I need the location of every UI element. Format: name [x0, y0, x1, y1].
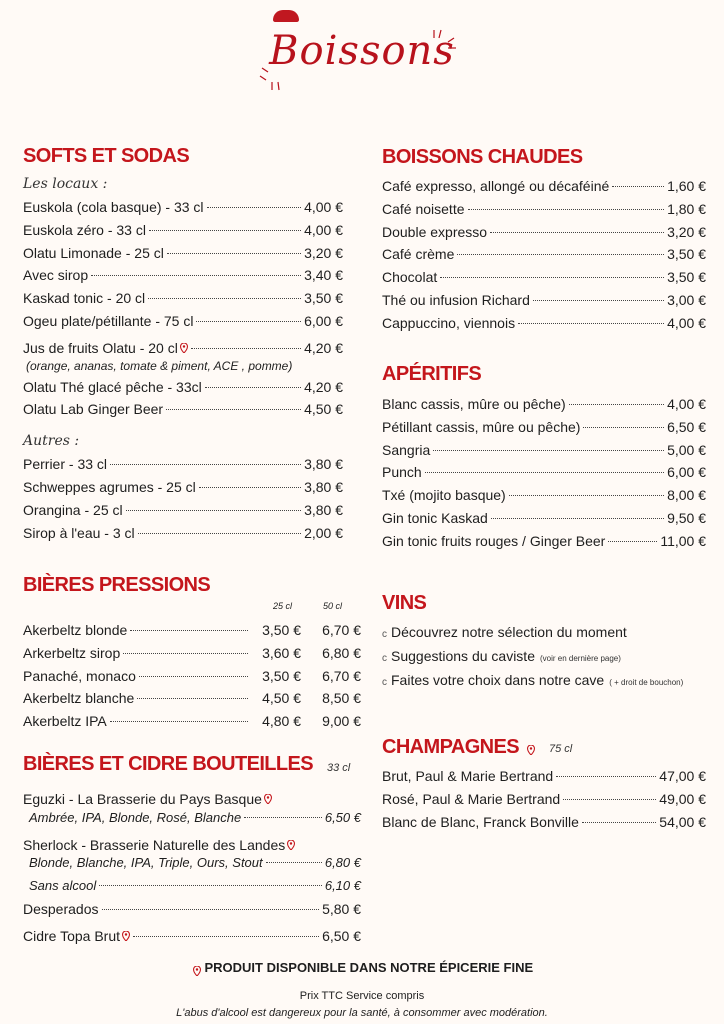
item-name: Gin tonic Kaskad	[382, 509, 488, 526]
menu-item-row	[382, 484, 706, 507]
column-header-25cl: 25 cl	[273, 601, 293, 611]
menu-item-row	[23, 665, 361, 688]
item-price: 54,00 €	[659, 813, 706, 830]
menu-item-row	[23, 852, 361, 875]
item-name: Sherlock - Brasserie Naturelle des Landes	[23, 836, 286, 853]
location-pin-icon	[264, 788, 272, 798]
dot-leader	[457, 254, 664, 255]
location-pin-icon	[180, 337, 188, 347]
location-pin-icon	[287, 834, 295, 844]
epicerie-note	[0, 960, 724, 975]
item-name: Pétillant cassis, mûre ou pêche)	[382, 418, 581, 435]
dot-leader	[266, 862, 322, 863]
menu-item-row	[382, 765, 706, 788]
item-name: Arkerbeltz sirop	[23, 644, 121, 661]
item-name: Akerbeltz IPA	[23, 713, 107, 730]
wine-option	[382, 620, 722, 644]
menu-item-row	[382, 788, 706, 811]
menu-item-row	[23, 642, 361, 665]
dot-leader	[608, 541, 657, 542]
menu-item-row	[382, 439, 706, 462]
item-name: Avec sirop	[23, 267, 89, 284]
subheading-autres: Autres :	[23, 433, 80, 450]
section-champagnes	[382, 729, 706, 833]
section-aperitifs	[382, 355, 706, 553]
item-price: 3,50 €	[667, 269, 706, 286]
volume-label: 75 cl	[548, 743, 573, 755]
option-text: Faites votre choix dans notre cave	[391, 672, 605, 688]
dot-leader	[148, 298, 301, 299]
item-name: Café crème	[382, 246, 455, 263]
menu-item-row	[23, 453, 343, 476]
item-price: 6,50 €	[322, 927, 361, 944]
item-price: 6,80 €	[324, 855, 361, 871]
dot-leader	[167, 253, 301, 254]
price-note: Prix TTC Service compris	[299, 990, 425, 1002]
item-name: Punch	[382, 464, 422, 481]
item-price: 3,20 €	[304, 244, 343, 261]
price-50cl: 6,70 €	[322, 667, 361, 684]
item-name: Sangria	[382, 441, 431, 458]
menu-item-row	[23, 196, 343, 219]
menu-item-row	[23, 522, 343, 545]
item-price: 3,80 €	[304, 501, 343, 518]
item-price: 6,00 €	[304, 312, 343, 329]
dot-leader	[490, 232, 664, 233]
item-name: Schweppes agrumes - 25 cl	[23, 478, 196, 495]
item-name: Akerbeltz blonde	[23, 622, 128, 638]
item-name: Café expresso, allongé ou décaféiné	[382, 178, 610, 194]
dot-leader	[130, 630, 248, 631]
menu-item-row	[382, 507, 706, 530]
item-price: 8,00 €	[667, 487, 706, 504]
item-name: Sans alcool	[29, 878, 97, 894]
item-price: 3,80 €	[304, 478, 343, 495]
item-note: (orange, ananas, tomate & piment, ACE , pomme)	[26, 358, 293, 373]
dot-leader	[533, 300, 664, 301]
menu-item-row	[23, 921, 361, 944]
option-text: Découvrez notre sélection du moment	[391, 624, 627, 640]
item-price: 4,20 €	[304, 339, 343, 356]
item-name: Olatu Lab Ginger Beer	[23, 401, 164, 418]
menu-item-row	[23, 710, 361, 733]
item-price: 4,00 €	[304, 199, 343, 215]
menu-item-row	[382, 811, 706, 834]
item-name: Chocolat	[382, 269, 438, 286]
item-name: Café noisette	[382, 200, 465, 217]
item-name: Desperados	[23, 900, 99, 917]
dot-leader	[191, 348, 301, 349]
item-name: Euskola (cola basque) - 33 cl	[23, 199, 204, 215]
price-50cl: 8,50 €	[322, 690, 361, 707]
dot-leader	[99, 885, 322, 886]
section-bouteilles	[23, 744, 361, 944]
column-header-50cl: 50 cl	[323, 601, 343, 611]
location-pin-icon	[527, 742, 535, 752]
dot-leader	[433, 450, 664, 451]
menu-item-row	[23, 398, 343, 421]
item-price: 9,50 €	[667, 509, 706, 526]
location-pin-icon	[193, 964, 201, 974]
item-name: Ambrée, IPA, Blonde, Rosé, Blanche	[29, 809, 242, 825]
dot-leader	[425, 472, 664, 473]
dot-leader	[110, 464, 301, 465]
price-25cl: 3,60 €	[262, 644, 301, 661]
item-name: Cidre Topa Brut	[23, 927, 121, 944]
section-heading: BIÈRES PRESSIONS	[23, 573, 211, 596]
item-name: Perrier - 33 cl	[23, 456, 108, 473]
price-25cl: 4,80 €	[262, 713, 301, 730]
section-vins	[382, 587, 722, 692]
item-name: Akerbeltz blanche	[23, 690, 135, 707]
dot-leader	[612, 186, 664, 187]
dot-leader	[102, 909, 320, 910]
beret-icon	[273, 10, 299, 22]
dot-leader	[563, 799, 656, 800]
bullet-icon: c	[382, 653, 387, 664]
item-price: 11,00 €	[660, 532, 706, 549]
item-price: 1,80 €	[667, 200, 706, 217]
dot-leader	[244, 817, 322, 818]
item-name: Blonde, Blanche, IPA, Triple, Ours, Stout	[29, 855, 263, 871]
item-name: Txé (mojito basque)	[382, 487, 506, 504]
item-name: Kaskad tonic - 20 cl	[23, 290, 146, 307]
menu-item-row	[23, 333, 343, 356]
dot-leader	[196, 321, 301, 322]
menu-item-row	[382, 289, 706, 312]
price-25cl: 3,50 €	[262, 622, 301, 638]
menu-item-row	[23, 310, 343, 333]
menu-item-row	[382, 175, 706, 198]
epicerie-text: PRODUIT DISPONIBLE DANS NOTRE ÉPICERIE FINE	[204, 960, 534, 975]
dot-leader	[468, 209, 665, 210]
dot-leader	[137, 698, 248, 699]
bullet-icon: c	[382, 629, 387, 640]
item-name: Blanc de Blanc, Franck Bonville	[382, 813, 579, 830]
item-price: 3,80 €	[304, 456, 343, 473]
page-title: Boissons	[269, 28, 455, 74]
dot-leader	[139, 676, 248, 677]
item-name: Gin tonic fruits rouges / Ginger Beer	[382, 532, 606, 549]
item-price: 4,00 €	[667, 396, 706, 412]
item-price: 6,50 €	[667, 418, 706, 435]
item-name: Jus de fruits Olatu - 20 cl	[23, 339, 178, 356]
option-note: ( + droit de bouchon)	[609, 678, 684, 687]
menu-item-row	[382, 221, 706, 244]
brewery-row	[23, 784, 361, 807]
item-price: 2,00 €	[304, 524, 343, 541]
section-heading: VINS	[382, 592, 427, 614]
menu-item-row	[23, 875, 361, 898]
item-price: 4,20 €	[304, 378, 343, 395]
item-name: Panaché, monaco	[23, 667, 136, 684]
wine-option	[382, 668, 722, 692]
dot-leader	[582, 822, 656, 823]
item-price: 6,10 €	[324, 878, 361, 894]
item-name: Blanc cassis, mûre ou pêche)	[382, 396, 566, 412]
menu-item-row	[382, 198, 706, 221]
menu-item-row	[382, 312, 706, 335]
dot-leader	[110, 721, 248, 722]
section-heading: APÉRITIFS	[382, 362, 482, 385]
section-heading: BOISSONS CHAUDES	[382, 146, 583, 168]
item-name: Double expresso	[382, 223, 488, 240]
menu-item-row	[23, 619, 361, 642]
section-softs	[23, 140, 343, 544]
menu-item-row	[23, 287, 343, 310]
item-price: 49,00 €	[659, 790, 706, 807]
item-name: Cappuccino, viennois	[382, 314, 516, 331]
dot-leader	[205, 387, 301, 388]
menu-item-row	[23, 219, 343, 242]
dot-leader	[149, 230, 301, 231]
dot-leader	[491, 518, 664, 519]
volume-label: 33 cl	[327, 762, 351, 774]
dot-leader	[583, 427, 664, 428]
menu-item-row	[23, 476, 343, 499]
item-price: 3,50 €	[304, 290, 343, 307]
item-price: 3,40 €	[304, 267, 343, 284]
menu-item-row	[382, 461, 706, 484]
menu-item-row	[23, 807, 361, 830]
bullet-icon: c	[382, 677, 387, 688]
menu-item-row	[382, 393, 706, 416]
option-note: (voir en dernière page)	[539, 654, 621, 663]
item-price: 1,60 €	[667, 178, 706, 194]
item-name: Eguzki - La Brasserie du Pays Basque	[23, 791, 262, 807]
subheading-locaux: Les locaux :	[23, 176, 108, 192]
item-name: Euskola zéro - 33 cl	[23, 221, 146, 238]
dot-leader	[518, 323, 664, 324]
dot-leader	[166, 409, 301, 410]
menu-item-row	[23, 499, 343, 522]
section-heading: BIÈRES ET CIDRE BOUTEILLES	[23, 752, 313, 775]
menu-item-row	[23, 264, 343, 287]
price-50cl: 9,00 €	[322, 713, 361, 730]
wine-option	[382, 644, 722, 668]
brewery-row	[23, 830, 361, 853]
item-price: 5,00 €	[667, 441, 706, 458]
item-name: Brut, Paul & Marie Bertrand	[382, 768, 554, 784]
item-name: Orangina - 25 cl	[23, 501, 123, 518]
item-price: 4,50 €	[304, 401, 343, 418]
dot-leader	[569, 404, 664, 405]
menu-item-row	[23, 687, 361, 710]
menu-item-row	[382, 243, 706, 266]
item-name: Thé ou infusion Richard	[382, 291, 530, 308]
dot-leader	[207, 207, 302, 208]
dot-leader	[138, 533, 301, 534]
item-price: 3,50 €	[667, 246, 706, 263]
price-50cl: 6,70 €	[322, 622, 361, 638]
item-price: 5,80 €	[322, 900, 361, 917]
section-heading: CHAMPAGNES	[382, 735, 519, 758]
item-name: Olatu Limonade - 25 cl	[23, 244, 164, 261]
price-50cl: 6,80 €	[322, 644, 361, 661]
dot-leader	[91, 275, 301, 276]
item-price: 4,00 €	[667, 314, 706, 331]
menu-item-row	[382, 416, 706, 439]
alcohol-warning: L'abus d'alcool est dangereux pour la santé, à consommer avec modération.	[176, 1007, 548, 1019]
dot-leader	[199, 487, 301, 488]
dot-leader	[133, 936, 319, 937]
dot-leader	[123, 653, 248, 654]
section-heading: SOFTS ET SODAS	[23, 144, 190, 167]
dot-leader	[126, 510, 301, 511]
section-pressions	[23, 571, 361, 733]
menu-item-row	[23, 242, 343, 265]
menu-item-row	[382, 266, 706, 289]
section-chaudes	[382, 140, 706, 335]
menu-item-row	[23, 898, 361, 921]
item-name: Ogeu plate/pétillante - 75 cl	[23, 312, 194, 329]
dot-leader	[556, 776, 656, 777]
dot-leader	[509, 495, 664, 496]
item-name: Olatu Thé glacé pêche - 33cl	[23, 378, 202, 395]
item-price: 6,00 €	[667, 464, 706, 481]
item-price: 47,00 €	[659, 768, 706, 784]
item-name: Rosé, Paul & Marie Bertrand	[382, 790, 561, 807]
item-price: 3,00 €	[667, 291, 706, 308]
option-text: Suggestions du caviste	[391, 648, 535, 664]
dot-leader	[440, 277, 664, 278]
menu-item-row	[382, 530, 706, 553]
item-price: 3,20 €	[667, 223, 706, 240]
item-name: Sirop à l'eau - 3 cl	[23, 524, 135, 541]
menu-item-row	[23, 376, 343, 399]
location-pin-icon	[122, 925, 130, 935]
item-price: 6,50 €	[324, 809, 361, 825]
price-25cl: 4,50 €	[262, 690, 301, 707]
price-25cl: 3,50 €	[262, 667, 301, 684]
item-price: 4,00 €	[304, 221, 343, 238]
